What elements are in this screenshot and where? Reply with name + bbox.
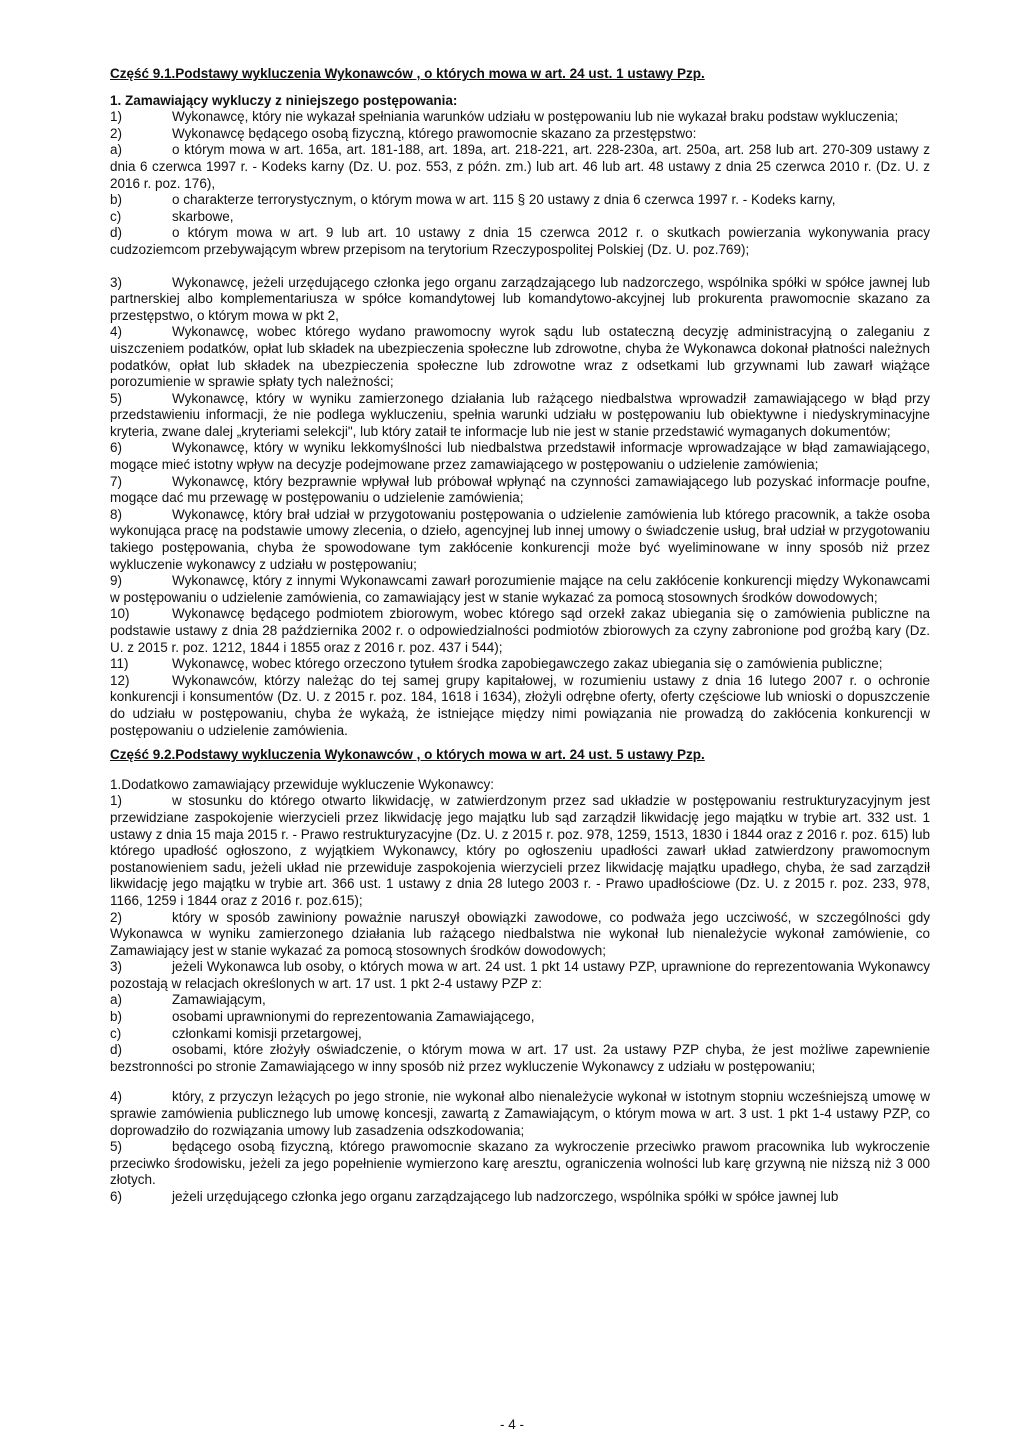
item-number: 2) <box>110 909 123 925</box>
item-text: jeżeli urzędującego członka jego organu zarządzającego lub nadzorczego, wspólnika spółki w spółce jawnej lub <box>172 1189 839 1204</box>
list-item <box>110 573 930 606</box>
item-number: 4) <box>110 1089 123 1105</box>
item-number: d) <box>110 1042 123 1058</box>
document-page <box>110 66 930 1206</box>
item-number: 5) <box>110 390 123 406</box>
list-item <box>110 1089 930 1139</box>
list-item <box>110 440 930 473</box>
item-text: Wykonawcę, który w wyniku lekkomyślności lub niedbalstwa przedstawił informacje wprowadzające w błąd zamawiającego, mogące mieć istotny wpływ na decyzje podejmowane przez zamawiającego w postępowaniu o udzielenie zamówienia; <box>110 440 930 473</box>
list-item <box>110 1009 930 1026</box>
item-number: a) <box>110 992 123 1008</box>
item-number: c) <box>110 208 122 224</box>
item-number: 11) <box>110 656 129 672</box>
item-number: 3) <box>110 274 123 290</box>
item-text: który w sposób zawiniony poważnie naruszył obowiązki zawodowe, co podważa jego uczciwość, w szczególności gdy Wykonawca w wyniku zamierzonego działania lub rażącego niedbalstwa nie wykonał lub nienależycie wykonał zamówienie, co Zamawiający jest w stanie wykazać za pomocą stosownych środków dowodowych; <box>110 909 930 958</box>
item-number: d) <box>110 225 123 241</box>
spacer <box>110 1075 930 1089</box>
item-number: 4) <box>110 324 123 340</box>
list-item <box>110 673 930 739</box>
item-number: 1) <box>110 109 123 125</box>
item-text: osobami uprawnionymi do reprezentowania Zamawiającego, <box>172 1009 535 1025</box>
item-number: 3) <box>110 959 123 975</box>
item-text: Wykonawcę, który brał udział w przygotowaniu postępowania o udzielenie zamówienia lub którego pracownik, a także osoba wykonująca pracę na podstawie umowy zlecenia, o dzieło, agencyjnej lub innej umowy o świadczenie usług, brał udział w przygotowaniu takiego postępowania, chyba że spowodowane tym zakłócenie konkurencji może być wyeliminowane w inny sposób niż przez wykluczenie wykonawcy z udziału w postępowaniu; <box>110 506 930 572</box>
item-number: 2) <box>110 125 123 141</box>
list-item <box>110 192 930 209</box>
item-text: Wykonawcę, który nie wykazał spełniania warunków udziału w postępowaniu lub nie wykazał braku podstaw wykluczenia; <box>172 109 899 125</box>
item-text: Wykonawcę, wobec którego wydano prawomocny wyrok sądu lub ostateczną decyzję administracyjną o zaleganiu z uiszczeniem podatków, opłat lub składek na ubezpieczenia społeczne lub zdrowotne, chyba że Wykonawca dokonał płatności należnych podatków, opłat lub składek na ubezpieczenia społeczne lub zdrowotne wraz z odsetkami lub grzywnami lub zawarł wiążące porozumienie w sprawie spłaty tych należności; <box>110 324 930 390</box>
item-text: o charakterze terrorystycznym, o którym mowa w art. 115 § 20 ustawy z dnia 6 czerwca 1997 r. - Kodeks karny, <box>172 192 836 208</box>
item-number: b) <box>110 1009 123 1025</box>
item-text: będącego osobą fizyczną, którego prawomocnie skazano za wykroczenie przeciwko prawom pracownika lub wykroczenie przeciwko środowisku, jeżeli za jego popełnienie wymierzono karę aresztu, ograniczenia wolności lub karę grzywną nie niższą niż 3 000 złotych. <box>110 1139 930 1188</box>
item-text: Wykonawcę, jeżeli urzędującego członka jego organu zarządzającego lub nadzorczego, wspólnika spółki w spółce jawnej lub partnerskiej albo komplementariusza w spółce komandytowej lub komandytowo-akcyjnej lub prokurenta prawomocnie skazano za przestępstwo, o którym mowa w pkt 2, <box>110 274 930 323</box>
item-text: Wykonawcę, który bezprawnie wpływał lub próbował wpłynąć na czynności zamawiającego lub pozyskać informacje poufne, mogące dać mu przewagę w postępowaniu o udzielenie zamówienia; <box>110 473 930 506</box>
list-item <box>110 275 930 325</box>
item-text: Wykonawców, którzy należąc do tej samej grupy kapitałowej, w rozumieniu ustawy z dnia 16 lutego 2007 r. o ochronie konkurencji i konsumentów (Dz. U. z 2015 r. poz. 184, 1618 i 1634), złożyli odrębne oferty, oferty częściowe lub wnioski o dopuszczenie do udziału w postępowaniu, chyba że wykażą, że istniejące między nimi powiązania nie prowadzą do zakłócenia konkurencji w postępowaniu o udzielenie zamówienia. <box>110 672 930 738</box>
item-text: Wykonawcę będącego podmiotem zbiorowym, wobec którego sąd orzekł zakaz ubiegania się o zamówienia publiczne na podstawie ustawy z dnia 28 października 2002 r. o odpowiedzialności podmiotów zbiorowych za czyny zabronione pod groźbą kary (Dz. U. z 2015 r. poz. 1212, 1844 i 1855 oraz z 2016 r. poz. 437 i 544); <box>110 606 930 655</box>
item-text: o którym mowa w art. 165a, art. 181-188, art. 189a, art. 218-221, art. 228-230a, art. 250a, art. 258 lub art. 270-309 ustawy z dnia 6 czerwca 1997 r. - Kodeks karny (Dz. U. poz. 553, z późn. zm.) lub art. 46 lub art. 48 ustawy z dnia 25 czerwca 2010 r. (Dz. U. z 2016 r. poz. 176), <box>110 142 930 191</box>
list-item <box>110 1189 930 1206</box>
list-item <box>110 910 930 960</box>
item-text: o którym mowa w art. 9 lub art. 10 ustawy z dnia 15 czerwca 2012 r. o skutkach powierzania wykonywania pracy cudzoziemcom przebywającym wbrew przepisom na terytorium Rzeczypospolitej Polskiej (Dz. U. poz.769); <box>110 225 930 257</box>
item-text: w stosunku do którego otwarto likwidację, w zatwierdzonym przez sad układzie w postępowaniu restrukturyzacyjnym jest przewidziane zaspokojenie wierzycieli przez likwidację jego majątku lub sąd zarządził likwidację jego majątku w trybie art. 332 ust. 1 ustawy z dnia 15 maja 2015 r. - Prawo restrukturyzacyjne (Dz. U. z 2015 r. poz. 978, 1259, 1513, 1830 i 1844 oraz z 2016 r. poz. 615) lub którego upadłość ogłoszono, z wyjątkiem Wykonawcy, który po ogłoszeniu upadłości zawarł układ zatwierdzony prawomocnym postanowieniem sadu, jeżeli układ nie przewiduje zaspokojenia wierzycieli przez likwidację majątku upadłego, chyba, że sad zarządził likwidację jego majątku w trybie art. 366 ust. 1 ustawy z dnia 28 lutego 2003 r. - Prawo upadłościowe (Dz. U. z 2015 r. poz. 233, 978, 1166, 1259 i 1844 oraz z 2016 r. poz.615); <box>110 793 930 908</box>
item-number: 7) <box>110 473 123 489</box>
item-text: Zamawiającym, <box>172 992 266 1008</box>
item-text: Wykonawcę, wobec którego orzeczono tytułem środka zapobiegawczego zakaz ubiegania się o zamówienia publiczne; <box>172 656 883 672</box>
item-number: 9) <box>110 573 123 589</box>
item-text: członkami komisji przetargowej, <box>172 1025 362 1041</box>
list-item <box>110 1139 930 1189</box>
list-item <box>110 324 930 390</box>
item-number: 1) <box>110 793 123 809</box>
item-text: Wykonawcę będącego osobą fizyczną, którego prawomocnie skazano za przestępstwo: <box>172 125 697 141</box>
list-item <box>110 391 930 441</box>
item-text: który, z przyczyn leżących po jego stronie, nie wykonał albo nienależycie wykonał w istotnym stopniu wcześniejszą umowę w sprawie zamówienia publicznego lub umowę koncesji, zawartą z Zamawiającym, o którym mowa w art. 3 ust. 1 pkt 1-4 ustawy PZP, co doprowadziło do rozwiązania umowy lub zasadzenia odszkodowania; <box>110 1089 930 1138</box>
section-heading-9-1: Część 9.1.Podstawy wykluczenia Wykonawców , o których mowa w art. 24 ust. 1 ustawy Pzp. <box>110 66 705 81</box>
item-text: Wykonawcę, który z innymi Wykonawcami zawarł porozumienie mające na celu zakłócenie konkurencji między Wykonawcami w postępowaniu o udzielenie zamówienia, co zamawiający jest w stanie wykazać za pomocą stosownych środków dowodowych; <box>110 573 930 605</box>
list-item <box>110 474 930 507</box>
section-intro-9-1: 1. Zamawiający wykluczy z niniejszego postępowania: <box>110 92 458 108</box>
list-item <box>110 656 930 673</box>
list-item <box>110 225 930 258</box>
list-item <box>110 992 930 1009</box>
list-item <box>110 142 930 192</box>
item-number: 6) <box>110 440 123 456</box>
item-number: a) <box>110 142 123 158</box>
item-text: jeżeli Wykonawca lub osoby, o których mowa w art. 24 ust. 1 pkt 14 ustawy PZP, uprawnione do reprezentowania Wykonawcy pozostają w relacjach określonych w art. 17 ust. 1 pkt 2-4 ustawy PZP z: <box>110 959 930 991</box>
item-number: 8) <box>110 506 123 522</box>
item-text: Wykonawcę, który w wyniku zamierzonego działania lub rażącego niedbalstwa wprowadził zamawiającego w błąd przy przedstawieniu informacji, że nie podlega wykluczeniu, spełnia warunki udziału w postępowaniu lub obiektywne i niedyskryminacyjne kryteria, zwane dalej „kryteriami selekcji", lub który zataił te informacje lub nie jest w stanie przedstawić wymaganych dokumentów; <box>110 390 930 439</box>
item-number: 12) <box>110 672 130 688</box>
page-number: - 4 - <box>499 1417 524 1432</box>
spacer <box>110 259 930 275</box>
list-item <box>110 793 930 909</box>
item-text: skarbowe, <box>172 208 234 224</box>
list-item <box>110 1026 930 1043</box>
item-text: osobami, które złożyły oświadczenie, o którym mowa w art. 17 ust. 2a ustawy PZP chyba, że jest możliwe zapewnienie bezstronności po stronie Zamawiającego w inny sposób niż przez wykluczenie Wykonawcy z udziału w postępowaniu; <box>110 1042 930 1074</box>
list-item <box>110 1042 930 1075</box>
item-number: 10) <box>110 606 130 622</box>
item-number: b) <box>110 192 123 208</box>
item-number: 6) <box>110 1189 123 1204</box>
list-item <box>110 109 930 126</box>
list-item <box>110 507 930 573</box>
item-number: c) <box>110 1025 122 1041</box>
item-number: 5) <box>110 1139 123 1155</box>
section-heading-9-2: Część 9.2.Podstawy wykluczenia Wykonawców , o których mowa w art. 24 ust. 5 ustawy Pzp. <box>110 747 705 763</box>
list-item <box>110 126 930 143</box>
list-item <box>110 209 930 226</box>
list-item <box>110 606 930 656</box>
section-intro-9-2: 1.Dodatkowo zamawiający przewiduje wykluczenie Wykonawcy: <box>110 776 495 792</box>
list-item <box>110 959 930 992</box>
